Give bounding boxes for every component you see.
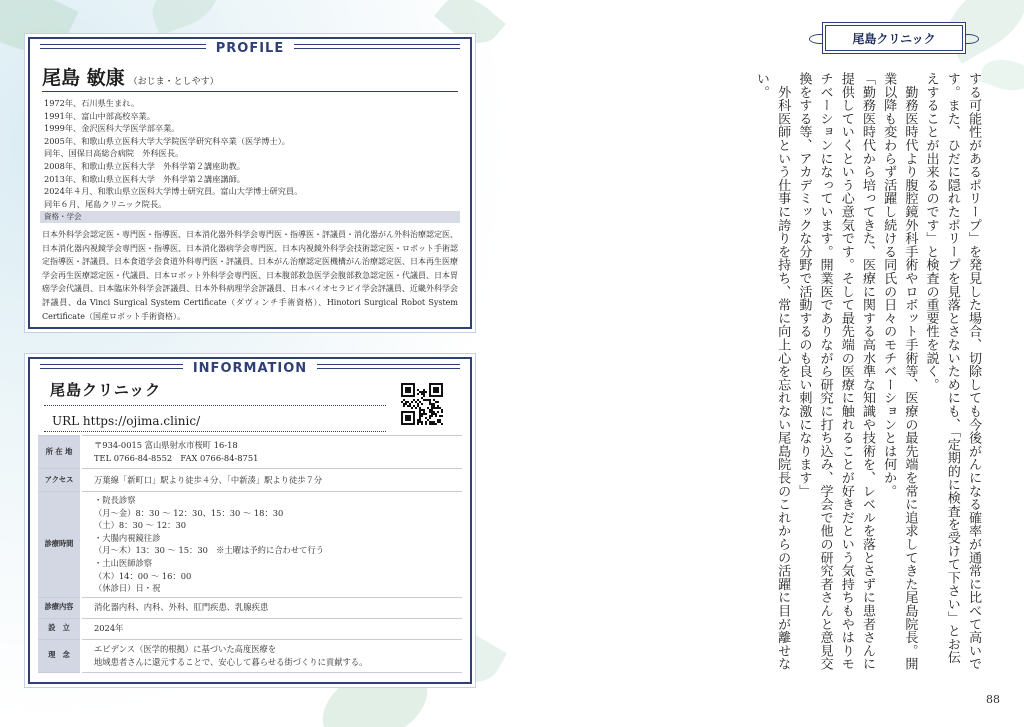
row-label: 理 念 xyxy=(38,639,81,672)
value-line: 〒934-0015 富山県射水市桜町 16-18 xyxy=(94,440,238,451)
row-label: 所 在 地 xyxy=(38,436,81,469)
info-table xyxy=(38,435,462,673)
profile-heading-label: PROFILE xyxy=(206,42,294,56)
value-line: TEL 0766-84-8552 FAX 0766-84-8751 xyxy=(94,453,259,463)
table-row xyxy=(38,597,462,618)
clinic-name: 尾島クリニック xyxy=(50,381,162,399)
right-page xyxy=(512,0,1024,727)
value-line: 万葉線「新町口」駅より徒歩４分、「中新湊」駅より徒歩７分 xyxy=(94,474,323,485)
value-line: （土）8：30 ～ 12：30 xyxy=(94,520,187,531)
value-line: （休診日）日・祝 xyxy=(94,583,161,594)
information-heading-label: INFORMATION xyxy=(183,362,317,376)
bio-list xyxy=(44,97,302,210)
value-line: ・大腸内視鏡往診 xyxy=(94,532,161,543)
bio-item: 1991年、富山中部高校卒業。 xyxy=(44,110,155,121)
bio-item: 2013年、和歌山県立医科大学 外科学第２講座講師。 xyxy=(44,173,245,184)
article-paragraph: 「勤務医時代から培ってきた、医療に関する高水準な知識や技術を、レベルを落とさずに患者さんに提供していくという心意気です。そして最先端の医療に触れることが好きだという気持ちもやはりモチベーションになっています。開業医でありながら研究に打ち込み、学会で他の研究者さんと意見交換をする等、アカデミックな分野で活動するのも良い刺激になります」 xyxy=(796,72,875,671)
row-label: 設 立 xyxy=(38,618,81,639)
table-row xyxy=(38,618,462,639)
clinic-url[interactable]: URL https://ojima.clinic/ xyxy=(52,414,201,428)
bio-item: 同年６月、尾島クリニック院長。 xyxy=(44,198,167,209)
page-number: 88 xyxy=(986,693,1000,706)
row-value xyxy=(81,469,462,492)
value-line: （月～木）13：30 ～ 15：30 ※土曜は予約に合わせて行う xyxy=(94,545,325,556)
row-value xyxy=(81,436,462,469)
row-label: 診療内容 xyxy=(38,597,81,618)
bio-item: 1972年、石川県生まれ。 xyxy=(44,98,140,108)
section-banner xyxy=(809,18,979,58)
bio-item: 2008年、和歌山県立医科大学 外科学第２講座助教。 xyxy=(44,160,245,171)
profile-heading xyxy=(30,37,470,56)
name-row xyxy=(42,63,458,92)
divider xyxy=(44,431,386,432)
row-value xyxy=(81,492,462,598)
row-value xyxy=(81,618,462,639)
value-line: エビデンス（医学的根拠）に基づいた高度医療を xyxy=(94,644,277,655)
information-heading xyxy=(30,357,470,376)
value-line: 地域患者さんに還元することで、安心して暮らせる街づくりに貢献する。 xyxy=(94,656,368,667)
leaf-decoration xyxy=(978,52,1024,97)
article-paragraph: 外科医師という仕事に誇りを持ち、常に向上心を忘れない尾島院長のこれからの活躍に目が離せない。 xyxy=(753,72,791,671)
table-row xyxy=(38,639,462,672)
qr-code-icon[interactable] xyxy=(401,383,443,425)
article-body xyxy=(751,72,984,672)
doctor-name-reading: （おじま・としやす） xyxy=(128,77,219,87)
bio-item: 同年、国保日高総合病院 外科医長。 xyxy=(44,148,184,159)
bio-item: 1999年、金沢医科大学医学部卒業。 xyxy=(44,123,180,134)
value-line: （月～金）8：30 ～ 12：30、15：30 ～ 18：30 xyxy=(94,507,284,518)
doctor-name: 尾島 敏康 xyxy=(42,67,125,89)
value-line: （木）14：00 ～ 16：00 xyxy=(94,570,192,581)
row-label: アクセス xyxy=(38,469,81,492)
value-line: ・土山医師診察 xyxy=(94,557,153,568)
qualifications-label: 資格・学会 xyxy=(40,211,460,223)
row-value xyxy=(81,639,462,672)
banner-title: 尾島クリニック xyxy=(852,32,936,46)
divider xyxy=(44,405,386,406)
bio-item: 2005年、和歌山県立医科大学大学院医学研究科卒業（医学博士）。 xyxy=(44,135,290,146)
information-card xyxy=(28,357,472,684)
bio-item: 2024年４月、和歌山県立医科大学博士研究員。富山大学博士研究員。 xyxy=(44,186,303,197)
profile-card xyxy=(28,37,472,329)
leaf-decoration xyxy=(144,0,225,36)
value-line: ・院長診察 xyxy=(94,495,136,505)
row-label: 診療時間 xyxy=(38,492,81,598)
table-row xyxy=(38,469,462,492)
row-value xyxy=(81,597,462,618)
value-line: 2024年 xyxy=(94,623,124,634)
table-row xyxy=(38,436,462,469)
qualifications-text: 日本外科学会認定医・専門医・指導医、日本消化器外科学会専門医・指導医・評議員・消化器がん外科治療認定医、日本消化器内視鏡学会専門医・指導医、日本消化器病学会専門医、日本内視鏡外科学会技術認定医・ロボット手術認定指導医・評議員、日本食道学会食道外科専門医・評議員、日本がん治療認定医機構がん治療認定医、日本再生医療学会再生医療認定医・代議員、日本ロボット外科学会専門医、日本腹部救急医学会腹部救急認定医・代議員、日本胃癌学会代議員、日本臨床外科学会評議員、日本外科病理学会評議員、日本バイオセラピイ学会評議員、近畿外科学会評議員、da Vinci Surgical System Certificate（ダヴィンチ手術資格）、Hinotori Surgical Robot System Certificate（国産ロボット手術資格）。 xyxy=(42,230,458,321)
article-paragraph: 勤務医時代より腹腔鏡外科手術やロボット手術等、医療の最先端を常に追求してきた尾島院長。開業以降も変わらず活躍し続ける同氏の日々のモチベーションとは何か。 xyxy=(881,72,918,671)
value-line: 消化器内科、内科、外科、肛門疾患、乳腺疾患 xyxy=(94,602,269,613)
banner-box xyxy=(825,25,963,51)
article-paragraph: する可能性があるポリープ」を発見した場合、切除しても今後がんになる確率が通常に比べて高いです。また、ひだに隠れたポリープを見落とさないためにも、「定期的に検査を受けて下さい」とお伝えすることが出来るのです」と検査の重要性を説く。 xyxy=(923,72,981,671)
table-row xyxy=(38,492,462,598)
